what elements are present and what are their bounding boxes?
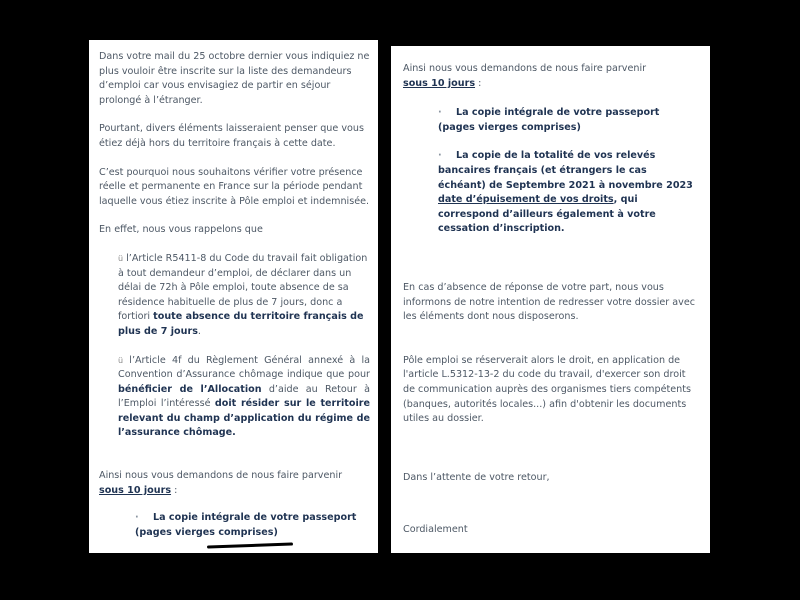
bullet-icon: · — [438, 107, 442, 119]
bullet-icon: · — [438, 150, 442, 162]
article-r5411-8: ü l’Article R5411-8 du Code du travail fait obligation à tout demandeur d’emploi, de déclarer dans un délai de 72h à Pôle emploi, toute absence de sa résidence habituelle de plus de 7 jours, donc a fortiori toute absence du territoire français de plus de 7 jours. — [118, 252, 368, 337]
list-item-passport-note: (pages vierges comprises) — [438, 121, 581, 133]
paragraph-no-response: En cas d’absence de réponse de votre part, nous vous informons de notre intention de redresser votre dossier avec les éléments dont nous disposerons. — [403, 281, 696, 323]
paragraph-suspicion: Pourtant, divers éléments laisseraient penser que vous étiez déjà hors du territoire français à cette date. — [99, 123, 364, 149]
paragraph-mail-reference: Dans votre mail du 25 octobre dernier vous indiquiez ne plus vouloir être inscrite sur la liste des demandeurs d’emploi car vous envisagiez de partir en séjour prolongé à l’étranger. — [99, 51, 370, 106]
closing-awaiting: Dans l’attente de votre retour, — [403, 471, 550, 483]
paragraph-right-of-communication: Pôle emploi se réserverait alors le droit, en application de l'article L.5312-13-2 du code du travail, d'exercer son droit de communication auprès des organismes tiers compétents (banques, autorités locales...) afin d'obtenir les documents utiles au dossier. — [403, 354, 692, 425]
deadline-text: sous 10 jours — [403, 77, 476, 89]
scribble-mark — [207, 543, 293, 549]
list-item-passport: · La copie intégrale de votre passeport — [403, 106, 700, 121]
paragraph-verification: C’est pourquoi nous souhaitons vérifier votre présence réelle et permanente en France sur la période pendant laquelle vous étiez inscrite à Pôle emploi et indemnisée. — [99, 166, 370, 207]
request-intro: Ainsi nous vous demandons de nous faire parvenir — [403, 63, 647, 74]
bullet-icon: · — [135, 512, 139, 524]
checkmark-bullet-icon: ü — [118, 355, 124, 365]
letter-page-right — [391, 46, 710, 553]
paragraph-reminder: En effet, nous vous rappelons que — [99, 224, 263, 236]
bold-absence-text: toute absence du territoire français de plus de 7 jours — [118, 311, 364, 337]
list-item-passport: · La copie intégrale de votre passeport — [99, 511, 370, 526]
request-intro: Ainsi nous vous demandons de nous faire parvenir — [99, 470, 343, 482]
closing-signoff: Cordialement — [403, 524, 468, 536]
letter-page-left — [89, 40, 378, 553]
list-item-passport-note: (pages vierges comprises) — [135, 526, 278, 538]
checkmark-bullet-icon: ü — [118, 253, 124, 263]
list-item-bank-statements: · La copie de la totalité de vos relevés bancaires français (et étrangers le cas échéant) de Septembre 2021 à novembre 2023 date d’épuisement de vos droits, qui correspond d’ailleurs également à votre cessation d’inscription. — [438, 150, 693, 235]
deadline-line: sous 10 jours : — [99, 484, 178, 496]
rights-exhaustion-date: date d’épuisement de vos droits — [438, 194, 614, 206]
deadline-text: sous 10 jours — [99, 484, 172, 496]
deadline-line: sous 10 jours : — [403, 77, 482, 89]
article-4f: ü l’Article 4f du Règlement Général annexé à la Convention d’Assurance chômage indique que pour bénéficier de l’Allocation d’aide au Retour à l’Emploi l’intéressé doit résider sur le territoire relevant du champ d’application du régime de l’assurance chômage. — [118, 354, 371, 439]
